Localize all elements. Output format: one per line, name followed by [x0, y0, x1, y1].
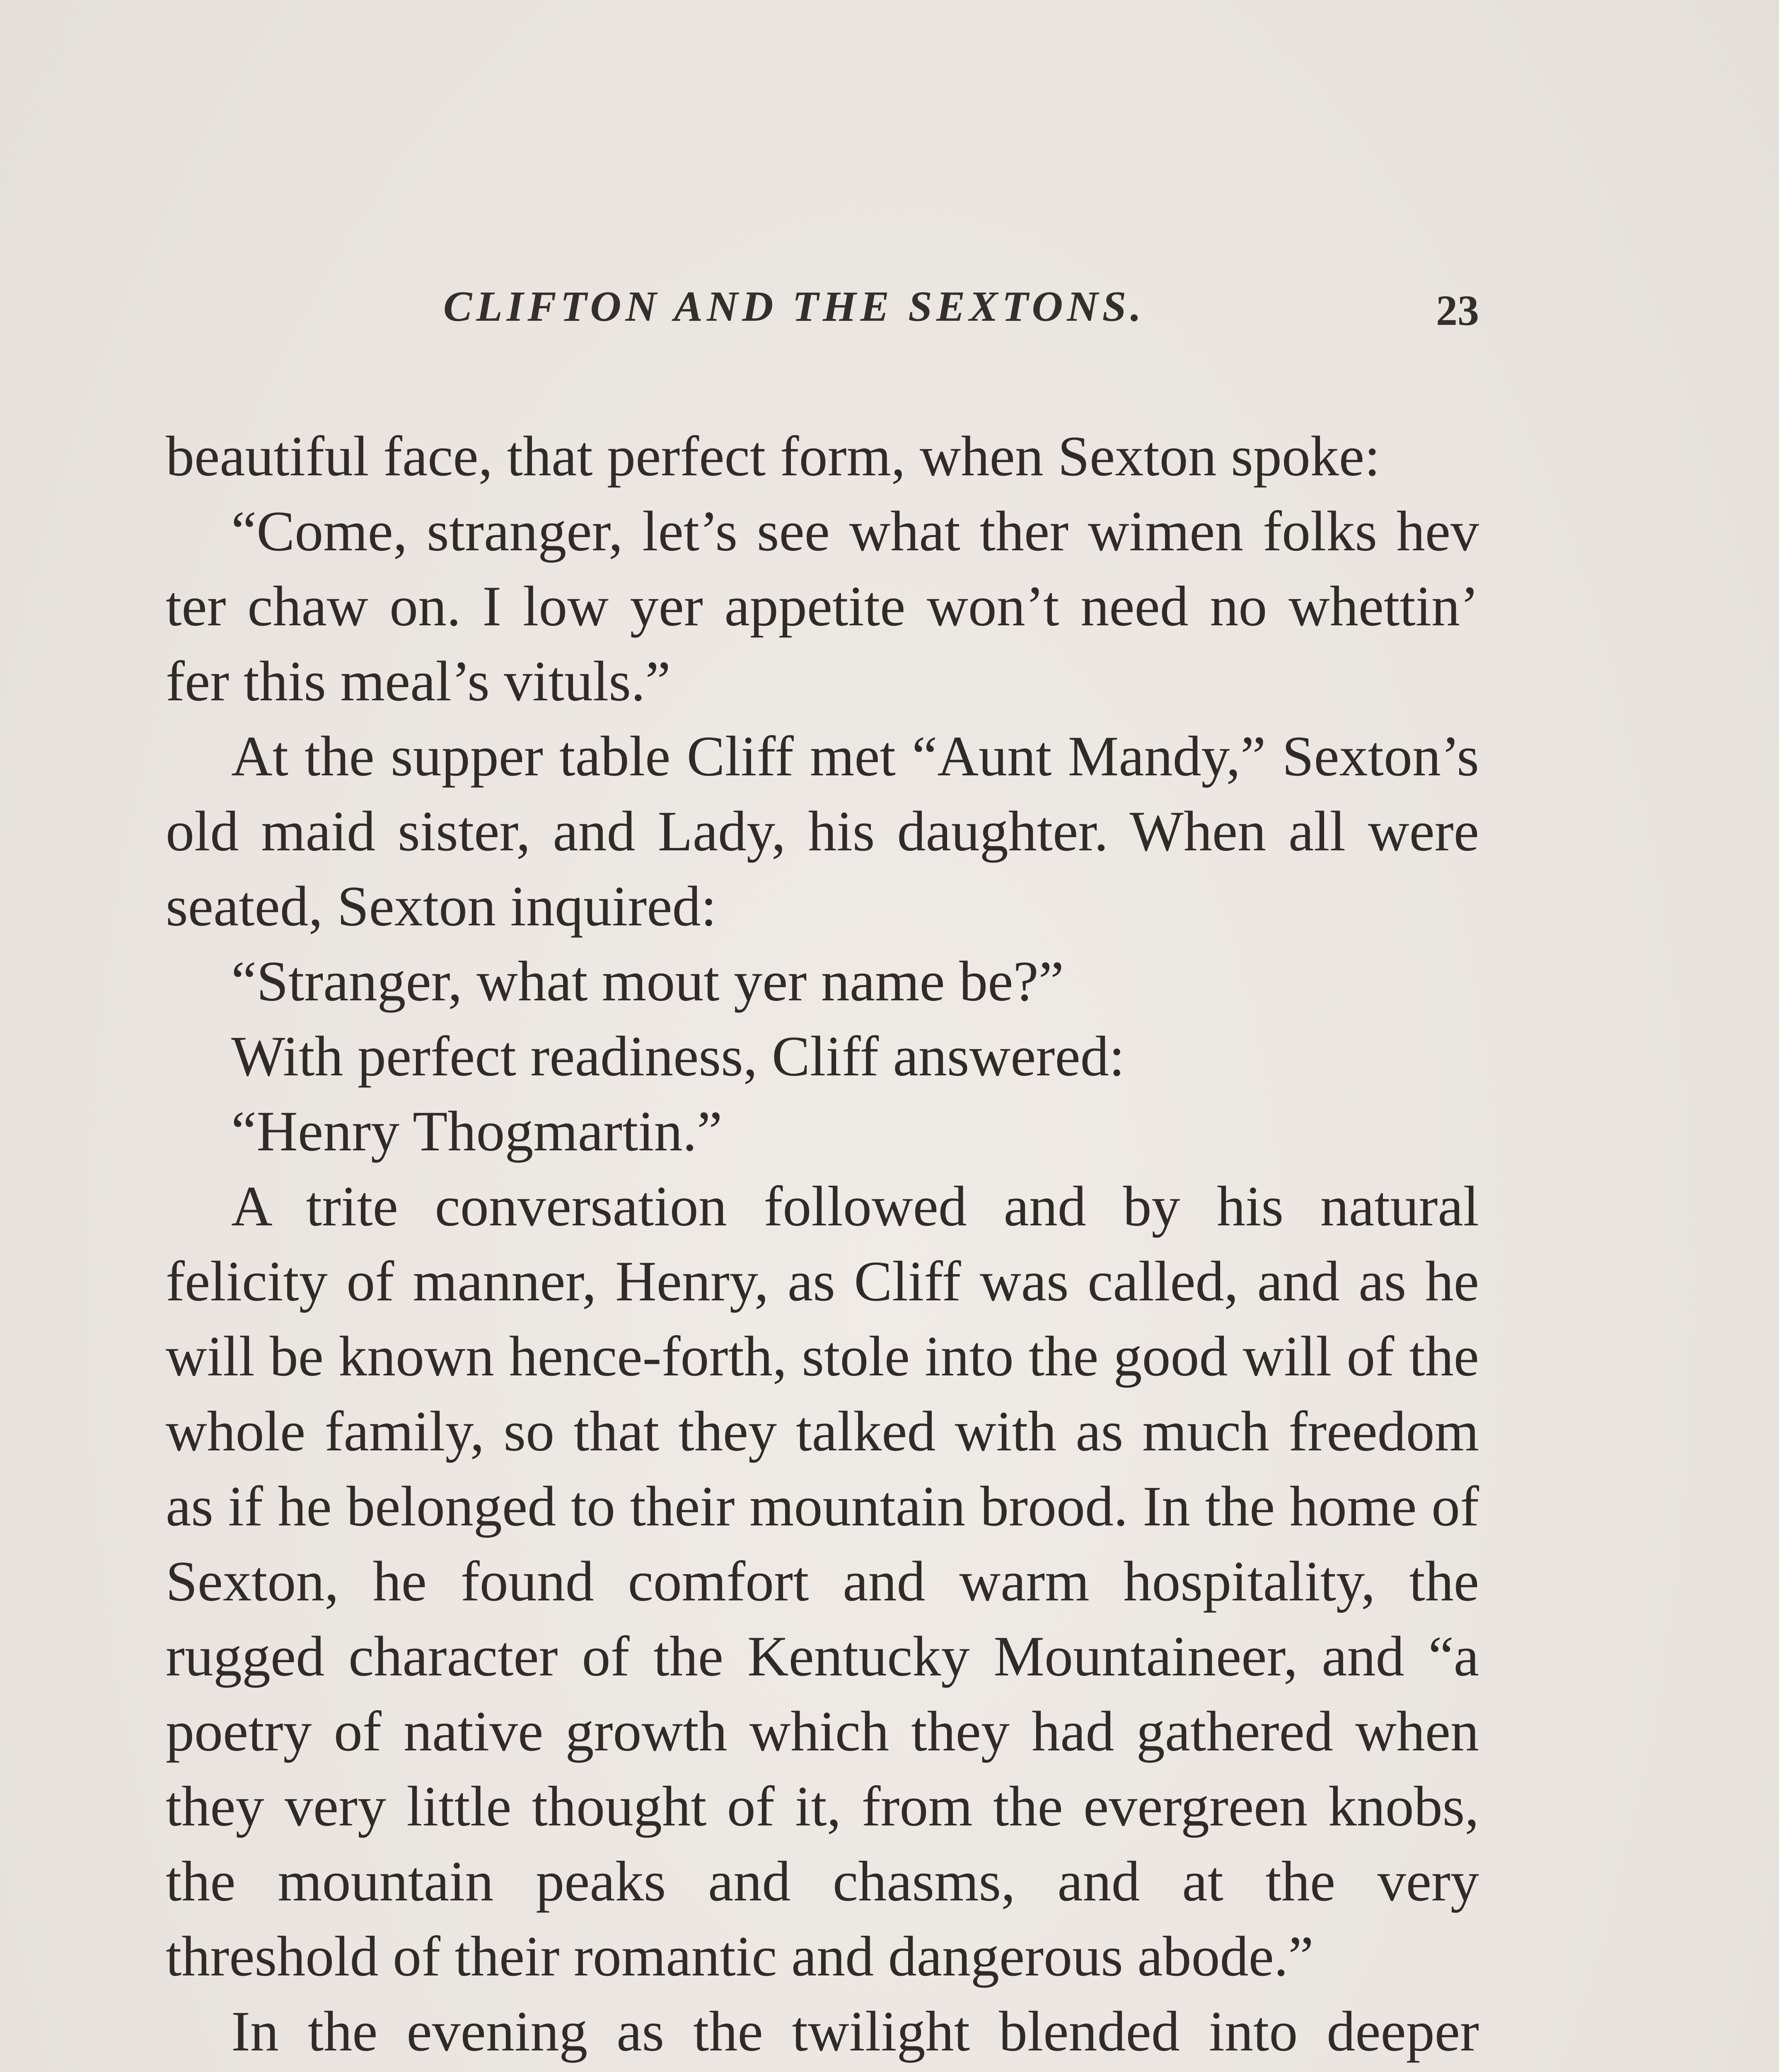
body-text	[166, 419, 1479, 2072]
paragraph: In the evening as the twilight blended into deeper	[231, 1999, 1479, 2063]
paragraph: At the supper table Cliff met “Aunt Mandy,” Sexton’s old maid sister, and Lady, his daughter. When all were seated, Sexton inquired:	[166, 724, 1479, 938]
running-title: CLIFTON AND THE SEXTONS.	[443, 283, 1146, 330]
paragraph: “Come, stranger, let’s see what ther wimen folks hev ter chaw on. I low yer appetite won’t need no whettin’ fer this meal’s vituls.”	[166, 499, 1479, 713]
paragraph: “Henry Thogmartin.”	[231, 1099, 723, 1163]
paragraph: “Stranger, what mout yer name be?”	[231, 949, 1064, 1013]
paragraph: A trite conversation followed and by his natural felicity of manner, Henry, as Cliff was called, and as he will be known hence-forth, stole into the good will of the whole family, so that they talked with as much freedom as if he belonged to their mountain brood. In the home of Sexton, he found comfort and warm hospitality, the rugged character of the Kentucky Mountaineer, and “a poetry of native growth which they had gathered when they very little thought of it, from the evergreen knobs, the mountain peaks and chasms, and at the very threshold of their romantic and dangerous abode.”	[166, 1174, 1479, 1988]
page-number: 23	[1436, 287, 1479, 334]
paragraph: beautiful face, that perfect form, when Sexton spoke:	[166, 424, 1380, 488]
page-header	[166, 282, 1479, 348]
paragraph: With perfect readiness, Cliff answered:	[231, 1024, 1125, 1088]
